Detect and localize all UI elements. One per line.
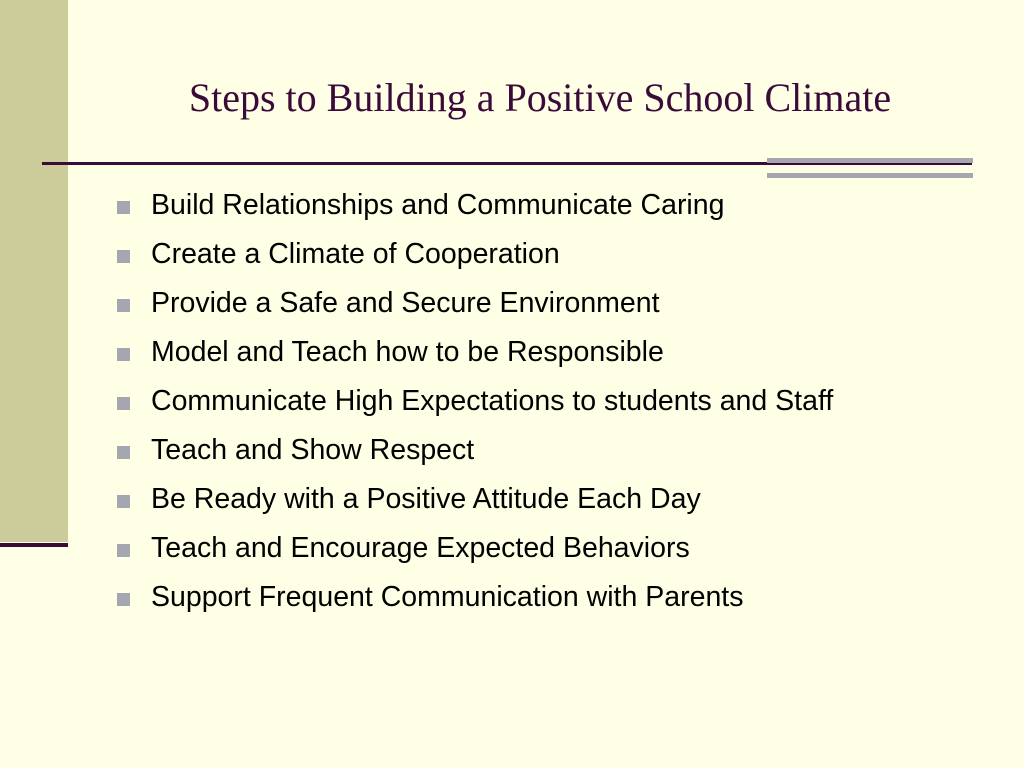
bullet-item — [116, 284, 936, 323]
bullet-item — [116, 578, 936, 617]
slide-title: Steps to Building a Positive School Climate — [188, 75, 892, 120]
square-bullet-icon — [117, 495, 130, 508]
bullet-item — [116, 333, 936, 372]
square-bullet-icon — [117, 397, 130, 410]
bullet-item — [116, 382, 936, 421]
bullet-item — [116, 186, 936, 225]
square-bullet-icon — [117, 250, 130, 263]
bullet-text: Build Relationships and Communicate Caring — [151, 189, 725, 221]
bullet-text: Teach and Show Respect — [151, 434, 475, 466]
bullet-item — [116, 529, 936, 568]
square-bullet-icon — [117, 201, 130, 214]
bullet-text: Teach and Encourage Expected Behaviors — [151, 532, 690, 564]
square-bullet-icon — [117, 593, 130, 606]
bullet-text: Provide a Safe and Secure Environment — [151, 287, 660, 319]
bullet-text: Create a Climate of Cooperation — [151, 238, 560, 270]
square-bullet-icon — [117, 348, 130, 361]
bullet-item — [116, 431, 936, 470]
square-bullet-icon — [117, 446, 130, 459]
left-accent-line — [0, 543, 68, 547]
bullet-text: Model and Teach how to be Responsible — [151, 336, 664, 368]
left-decorative-band — [0, 0, 68, 542]
bullet-text: Be Ready with a Positive Attitude Each Day — [151, 483, 701, 515]
bullet-list — [116, 186, 936, 627]
divider-accent-bar-bottom — [767, 173, 973, 178]
divider-accent-bar-top — [767, 158, 973, 163]
bullet-item — [116, 480, 936, 519]
square-bullet-icon — [117, 544, 130, 557]
bullet-text: Communicate High Expectations to students and Staff — [151, 385, 834, 417]
square-bullet-icon — [117, 299, 130, 312]
bullet-item — [116, 235, 936, 274]
bullet-text: Support Frequent Communication with Parents — [151, 581, 744, 613]
